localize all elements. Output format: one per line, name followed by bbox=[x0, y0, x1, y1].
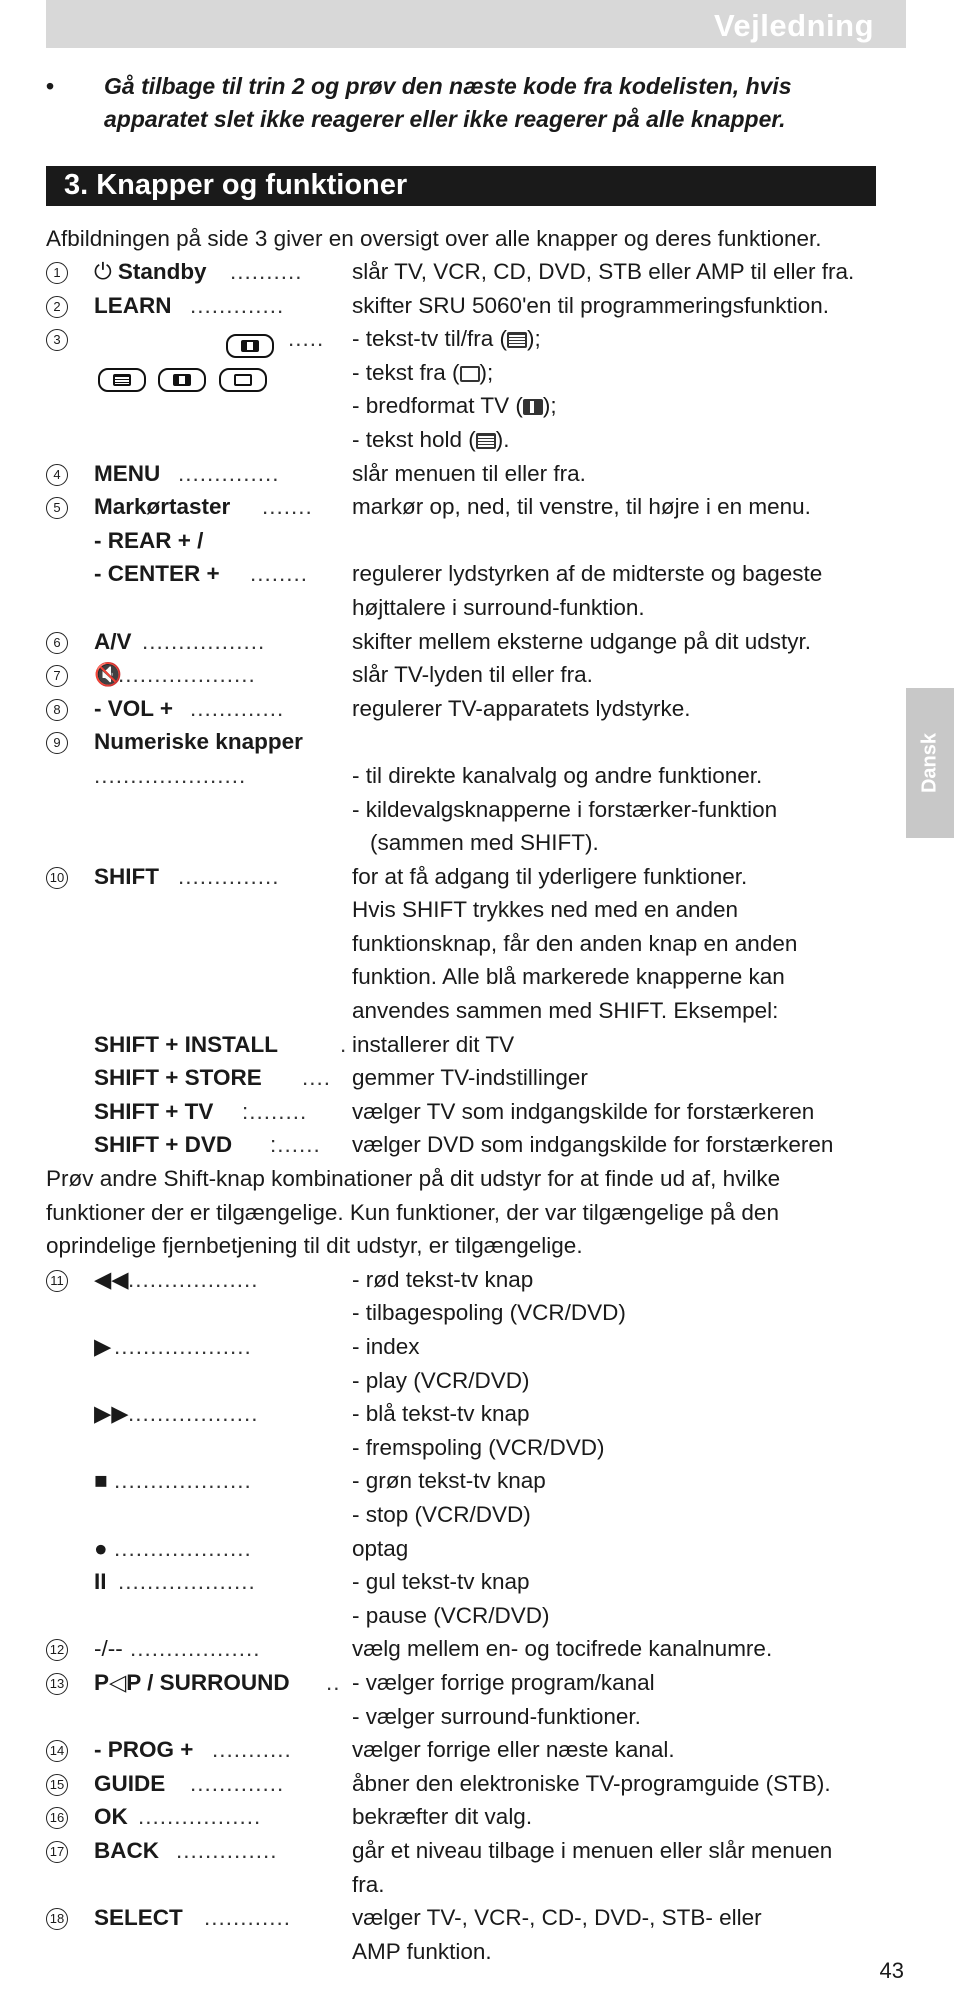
list-item bbox=[0, 356, 954, 390]
item-description: funktionsknap, får den anden knap en anden bbox=[352, 930, 798, 956]
teletext-icon bbox=[507, 332, 527, 348]
list-item bbox=[0, 524, 954, 558]
paragraph-line: Prøv andre Shift-knap kombinationer på dit udstyr for at finde ud af, hvilke bbox=[46, 1166, 781, 1192]
button-list bbox=[0, 255, 954, 1968]
standby-icon: ⏻ bbox=[94, 259, 112, 284]
item-description: gemmer TV-indstillinger bbox=[352, 1065, 588, 1091]
item-label: A/V bbox=[94, 628, 132, 654]
leader-dots: .................. bbox=[128, 1401, 259, 1427]
item-label: MENU bbox=[94, 460, 161, 486]
item-number: 15 bbox=[46, 1774, 68, 1796]
list-item bbox=[0, 1263, 954, 1297]
widescreen-icon bbox=[523, 399, 543, 415]
list-item bbox=[0, 625, 954, 659]
item-description: Hvis SHIFT trykkes ned med en anden bbox=[352, 897, 739, 923]
list-item bbox=[0, 1464, 954, 1498]
list-item bbox=[0, 1431, 954, 1465]
item-label: SHIFT + STORE bbox=[94, 1065, 262, 1091]
list-item bbox=[0, 1632, 954, 1666]
leader-dots: ................... bbox=[118, 1569, 256, 1595]
list-item bbox=[0, 1800, 954, 1834]
item-label: SHIFT bbox=[94, 863, 159, 889]
item-description: højttalere i surround-funktion. bbox=[352, 594, 645, 620]
teletext-hold-icon bbox=[476, 433, 496, 449]
list-item bbox=[0, 1834, 954, 1868]
list-item bbox=[0, 893, 954, 927]
item-label: SHIFT + TV bbox=[94, 1098, 214, 1124]
item-label: - VOL + bbox=[94, 695, 173, 721]
item-description: - kildevalgsknapperne i forstærker-funktion bbox=[352, 796, 778, 822]
item-description-2: - tekst fra ( ); bbox=[352, 359, 494, 385]
item-label: LEARN bbox=[94, 292, 172, 318]
item-description: slår TV-lyden til eller fra. bbox=[352, 662, 593, 688]
item-number: 18 bbox=[46, 1908, 68, 1930]
bullet-line-2: apparatet slet ikke reagerer eller ikke reagerer på alle knapper. bbox=[104, 106, 786, 132]
item-description: slår menuen til eller fra. bbox=[352, 460, 586, 486]
item-description: bekræfter dit valg. bbox=[352, 1804, 533, 1830]
item-description: - index bbox=[352, 1334, 420, 1359]
fast-forward-icon: ▶▶ bbox=[94, 1401, 129, 1427]
item-description: funktion. Alle blå markerede knapperne kan bbox=[352, 964, 785, 990]
item-label: - REAR + / bbox=[94, 527, 204, 553]
item-description: åbner den elektroniske TV-programguide (STB). bbox=[352, 1770, 831, 1796]
item-description: - blå tekst-tv knap bbox=[352, 1401, 530, 1427]
bullet-note bbox=[46, 70, 876, 136]
rewind-icon: ◀◀ bbox=[94, 1266, 129, 1292]
widescreen-button-icon bbox=[158, 368, 206, 392]
list-item bbox=[0, 490, 954, 524]
item-description-3: - bredformat TV ( ); bbox=[352, 393, 557, 419]
item-number: 4 bbox=[46, 464, 68, 486]
item-description: AMP funktion. bbox=[352, 1938, 492, 1964]
list-item bbox=[0, 255, 954, 289]
list-item bbox=[0, 960, 954, 994]
list-item bbox=[0, 1061, 954, 1095]
item-label: - PROG + bbox=[94, 1737, 194, 1763]
leader-dots: ............. bbox=[190, 695, 285, 721]
item-description-1: - tekst-tv til/fra ( ); bbox=[352, 326, 541, 352]
leader-dots: ............. bbox=[190, 292, 285, 318]
list-item bbox=[0, 1330, 954, 1364]
item-number: 14 bbox=[46, 1740, 68, 1762]
item-description: - fremspoling (VCR/DVD) bbox=[352, 1434, 605, 1460]
bullet-symbol: • bbox=[46, 73, 55, 99]
item-number: 5 bbox=[46, 497, 68, 519]
leader-dots: . bbox=[340, 1031, 348, 1057]
list-item bbox=[0, 289, 954, 323]
item-label: BACK bbox=[94, 1837, 159, 1863]
item-description: - stop (VCR/DVD) bbox=[352, 1501, 531, 1527]
item-description: - grøn tekst-tv knap bbox=[352, 1468, 546, 1494]
list-item bbox=[0, 1901, 954, 1935]
leader-dots: ....... bbox=[262, 494, 313, 520]
item-label: -/-- bbox=[94, 1636, 123, 1662]
leader-dots: ..................... bbox=[94, 762, 247, 788]
item-description: fra. bbox=[352, 1871, 385, 1897]
item-label: SHIFT + DVD bbox=[94, 1132, 233, 1158]
item-number: 6 bbox=[46, 632, 68, 654]
leader-dots: ................... bbox=[114, 1468, 252, 1494]
item-label: SHIFT + INSTALL bbox=[94, 1031, 278, 1057]
item-number: 9 bbox=[46, 732, 68, 754]
item-number: 16 bbox=[46, 1807, 68, 1829]
item-description: går et niveau tilbage i menuen eller slår menuen bbox=[352, 1837, 833, 1863]
list-item bbox=[0, 725, 954, 759]
item-label: ⏻ Standby bbox=[94, 259, 207, 284]
list-item bbox=[0, 557, 954, 591]
pause-icon: II bbox=[94, 1569, 107, 1595]
list-item bbox=[0, 1296, 954, 1330]
item-number: 11 bbox=[46, 1270, 68, 1292]
list-item bbox=[0, 1733, 954, 1767]
list-item bbox=[0, 1666, 954, 1700]
list-item bbox=[0, 322, 954, 356]
item-label: GUIDE bbox=[94, 1770, 166, 1796]
item-label: - CENTER + bbox=[94, 561, 220, 587]
list-item bbox=[0, 423, 954, 457]
language-tab-label: Dansk bbox=[918, 732, 941, 794]
play-icon: ▶ bbox=[94, 1334, 112, 1359]
item-number: 10 bbox=[46, 867, 68, 889]
leader-dots: ............ bbox=[204, 1905, 292, 1931]
item-description: markør op, ned, til venstre, til højre i en menu. bbox=[352, 494, 811, 520]
item-description: vælg mellem en- og tocifrede kanalnumre. bbox=[352, 1636, 773, 1662]
item-description: - gul tekst-tv knap bbox=[352, 1569, 530, 1595]
item-label: P◁P / SURROUND bbox=[94, 1669, 290, 1695]
list-item bbox=[0, 457, 954, 491]
paragraph-line: oprindelige fjernbetjening til dit udstyr, er tilgængelige. bbox=[46, 1233, 583, 1259]
item-description: - play (VCR/DVD) bbox=[352, 1367, 530, 1393]
leader-dots: .................. bbox=[130, 1636, 261, 1662]
item-description: skifter SRU 5060'en til programmeringsfunktion. bbox=[352, 292, 830, 318]
stop-icon: ■ bbox=[94, 1468, 108, 1494]
item-number: 2 bbox=[46, 296, 68, 318]
item-description: vælger TV-, VCR-, CD-, DVD-, STB- eller bbox=[352, 1905, 762, 1931]
item-number: 3 bbox=[46, 329, 68, 351]
item-description: - rød tekst-tv knap bbox=[352, 1266, 534, 1292]
leader-dots: ................... bbox=[114, 1535, 252, 1561]
item-number: 8 bbox=[46, 699, 68, 721]
teletext-off-button-icon bbox=[219, 368, 267, 392]
list-item bbox=[0, 1498, 954, 1532]
list-item bbox=[0, 591, 954, 625]
item-description: - vælger forrige program/kanal bbox=[352, 1669, 655, 1695]
leader-dots: .... bbox=[302, 1065, 332, 1091]
list-item bbox=[0, 1935, 954, 1969]
item-label: SELECT bbox=[94, 1905, 183, 1931]
list-item bbox=[0, 1095, 954, 1129]
header-bar bbox=[46, 0, 906, 48]
list-item bbox=[0, 1128, 954, 1162]
leader-dots: ................... bbox=[118, 662, 256, 688]
list-item bbox=[0, 692, 954, 726]
item-description: vælger TV som indgangskilde for forstærkeren bbox=[352, 1098, 815, 1124]
leader-dots: ................... bbox=[114, 1334, 252, 1359]
item-description: slår TV, VCR, CD, DVD, STB eller AMP til eller fra. bbox=[352, 259, 855, 284]
item-description: - vælger surround-funktioner. bbox=[352, 1703, 641, 1729]
leader-dots: .. bbox=[326, 1669, 341, 1695]
leader-dots: .............. bbox=[178, 863, 280, 889]
item-description: anvendes sammen med SHIFT. Eksempel: bbox=[352, 998, 779, 1024]
item-description-4: - tekst hold ( ). bbox=[352, 426, 510, 452]
leader-dots: ..... bbox=[288, 326, 325, 352]
item-description: - tilbagespoling (VCR/DVD) bbox=[352, 1300, 626, 1326]
leader-dots: ................. bbox=[138, 1804, 262, 1830]
list-item bbox=[0, 826, 954, 860]
item-number: 7 bbox=[46, 665, 68, 687]
item-number: 13 bbox=[46, 1673, 68, 1695]
item-description: optag bbox=[352, 1535, 409, 1561]
section-title: 3. Knapper og funktioner bbox=[64, 169, 408, 201]
leader-dots: ........ bbox=[250, 561, 309, 587]
list-item bbox=[0, 860, 954, 894]
leader-dots: .......... bbox=[230, 259, 303, 284]
item-description: vælger DVD som indgangskilde for forstærkeren bbox=[352, 1132, 834, 1158]
leader-dots: .............. bbox=[176, 1837, 278, 1863]
item-label: Numeriske knapper bbox=[94, 729, 303, 755]
list-item bbox=[0, 658, 954, 692]
item-description: regulerer lydstyrken af de midterste og bageste bbox=[352, 561, 823, 587]
item-label: OK bbox=[94, 1804, 128, 1830]
list-item bbox=[0, 1028, 954, 1062]
leader-dots: ................. bbox=[142, 628, 266, 654]
leader-dots: .................. bbox=[128, 1266, 259, 1292]
intro-text: Afbildningen på side 3 giver en oversigt over alle knapper og deres funktioner. bbox=[46, 226, 822, 251]
list-item bbox=[0, 1364, 954, 1398]
section-heading bbox=[46, 166, 876, 206]
language-tab bbox=[906, 688, 954, 838]
list-item bbox=[0, 1700, 954, 1734]
list-item bbox=[0, 927, 954, 961]
list-item bbox=[0, 1767, 954, 1801]
leader-dots: :...... bbox=[270, 1132, 321, 1158]
item-description: vælger forrige eller næste kanal. bbox=[352, 1737, 675, 1763]
mute-icon: 🔇 bbox=[94, 662, 123, 688]
item-number: 17 bbox=[46, 1841, 68, 1863]
list-item bbox=[0, 994, 954, 1028]
leader-dots: ........... bbox=[212, 1737, 292, 1763]
item-number: 12 bbox=[46, 1639, 68, 1661]
list-item bbox=[0, 759, 954, 793]
teletext-off-icon bbox=[460, 366, 480, 382]
list-item bbox=[0, 1397, 954, 1431]
record-icon: ● bbox=[94, 1535, 108, 1561]
list-item bbox=[0, 1532, 954, 1566]
leader-dots: ............. bbox=[190, 1770, 285, 1796]
item-number: 1 bbox=[46, 262, 68, 284]
item-description: installerer dit TV bbox=[352, 1031, 515, 1057]
page-number: 43 bbox=[879, 1958, 904, 1983]
item-description: skifter mellem eksterne udgange på dit udstyr. bbox=[352, 628, 811, 654]
list-item bbox=[0, 1565, 954, 1599]
teletext-button-icon bbox=[98, 368, 146, 392]
item-description: - til direkte kanalvalg og andre funktioner. bbox=[352, 762, 763, 788]
leader-dots: .............. bbox=[178, 460, 280, 486]
leader-dots: :........ bbox=[242, 1098, 308, 1124]
item-description: regulerer TV-apparatets lydstyrke. bbox=[352, 695, 691, 721]
item-description: for at få adgang til yderligere funktioner. bbox=[352, 863, 748, 889]
list-item bbox=[0, 1868, 954, 1902]
list-item bbox=[0, 389, 954, 423]
list-item bbox=[0, 793, 954, 827]
bullet-line-1: Gå tilbage til trin 2 og prøv den næste kode fra kodelisten, hvis bbox=[104, 73, 792, 99]
list-item bbox=[0, 1599, 954, 1633]
item-description: (sammen med SHIFT). bbox=[370, 830, 599, 856]
item-label: Markørtaster bbox=[94, 494, 231, 520]
item-description: - pause (VCR/DVD) bbox=[352, 1602, 550, 1628]
paragraph-line: funktioner der er tilgængelige. Kun funktioner, der var tilgængelige på den bbox=[46, 1199, 779, 1225]
header-title: Vejledning bbox=[713, 8, 874, 43]
